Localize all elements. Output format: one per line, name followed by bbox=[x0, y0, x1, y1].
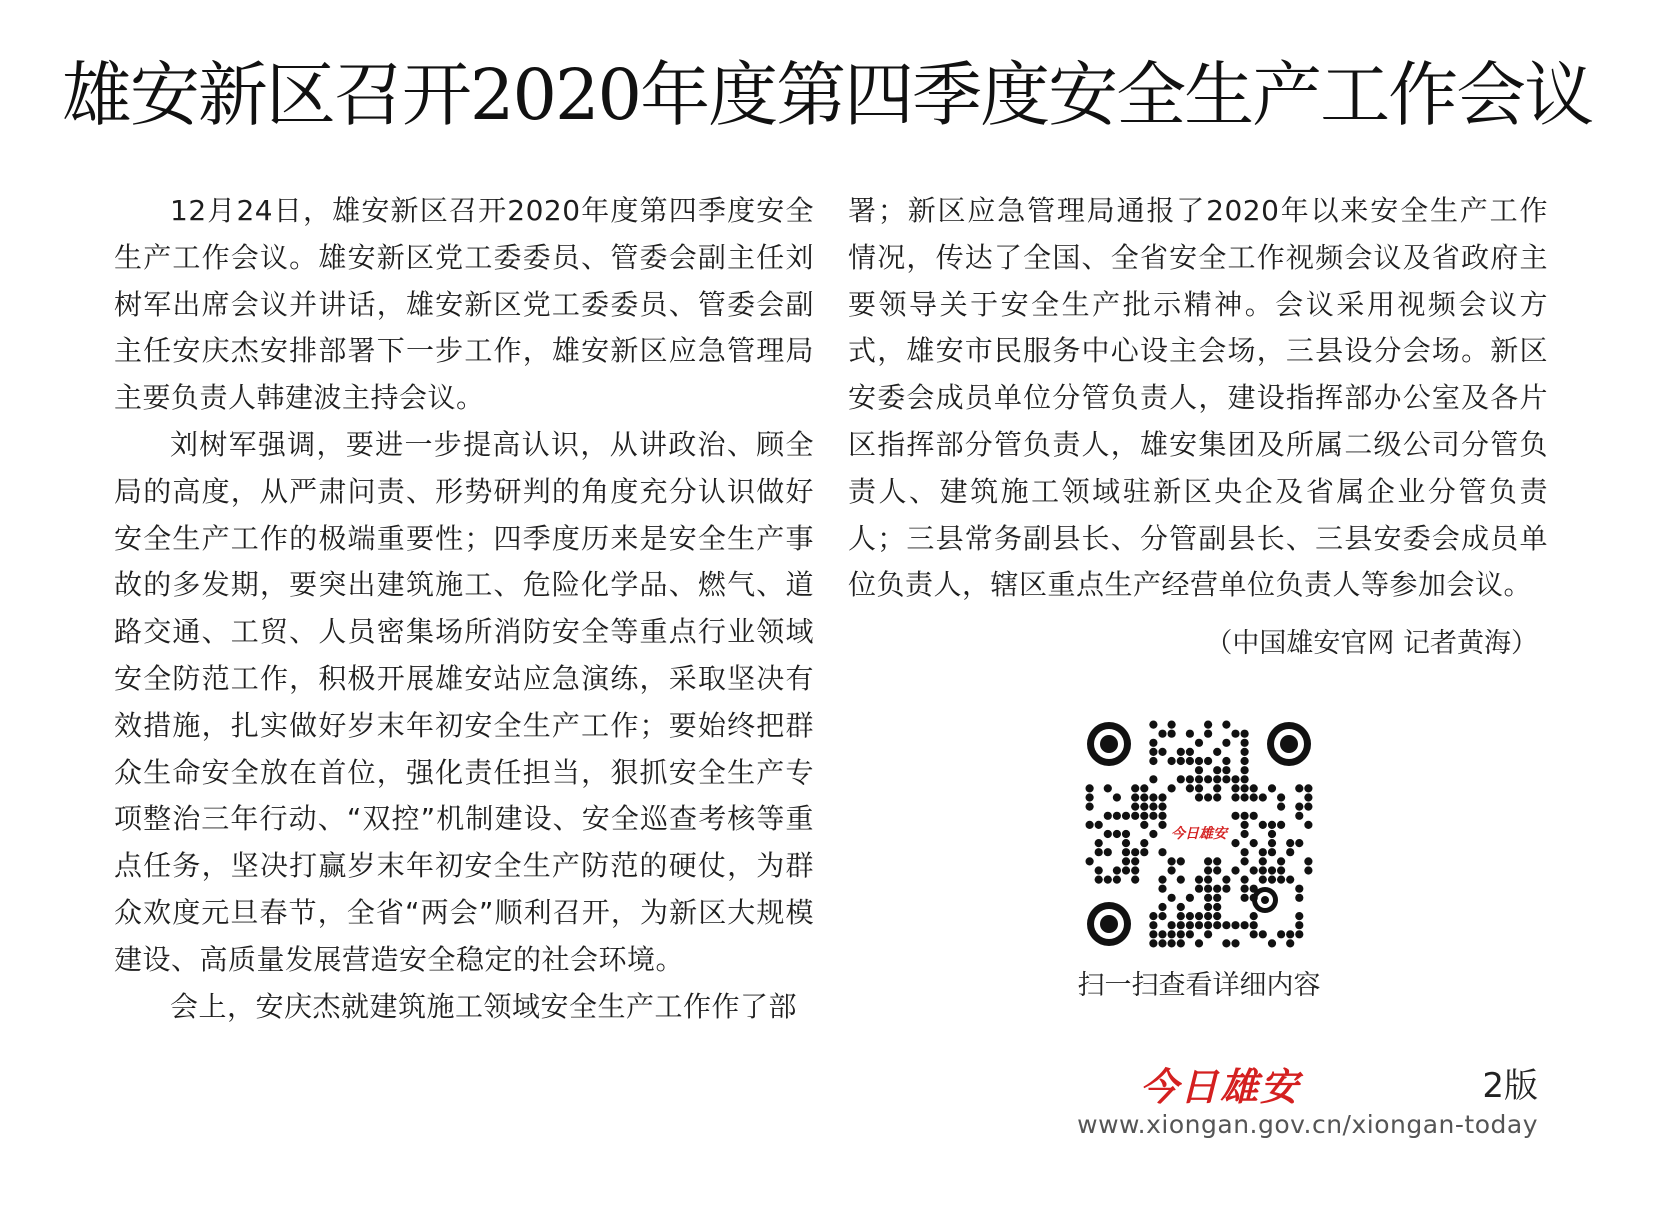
qr-dot bbox=[1204, 730, 1212, 738]
qr-dot bbox=[1286, 939, 1294, 947]
qr-dot bbox=[1177, 857, 1185, 865]
qr-dot bbox=[1204, 912, 1212, 920]
qr-caption: 扫一扫查看详细内容 bbox=[1077, 970, 1321, 1001]
qr-dot bbox=[1295, 885, 1303, 893]
qr-dot bbox=[1304, 803, 1312, 811]
qr-dot bbox=[1231, 730, 1239, 738]
qr-dot bbox=[1204, 757, 1212, 765]
qr-dot bbox=[1095, 848, 1103, 856]
qr-dot bbox=[1231, 775, 1239, 783]
qr-dot bbox=[1213, 857, 1221, 865]
qr-dot bbox=[1168, 784, 1176, 792]
qr-dot bbox=[1168, 894, 1176, 902]
qr-code-image bbox=[1085, 720, 1313, 948]
qr-dot bbox=[1177, 775, 1185, 783]
qr-dot bbox=[1113, 876, 1121, 884]
qr-dot bbox=[1140, 803, 1148, 811]
qr-dot bbox=[1186, 894, 1194, 902]
qr-dot bbox=[1131, 866, 1139, 874]
qr-dot bbox=[1241, 812, 1249, 820]
qr-dot bbox=[1250, 839, 1258, 847]
qr-dot bbox=[1231, 793, 1239, 801]
article-title: 雄安新区召开2020年度第四季度安全生产工作会议 bbox=[61, 54, 1593, 136]
paragraph-continued: 署；新区应急管理局通报了2020年以来安全生产工作情况，传达了全国、全省安全工作视频会议及省政府主要领导关于安全生产批示精神。会议采用视频会议方式，雄安市民服务中心设主会场，三县设分会场。新区安委会成员单位分管负责人，建设指挥部办公室及各片区指挥部分管负责人，雄安集团及所属二级公司分管负责人、建筑施工领域驻新区央企及省属企业分管负责人；三县常务副县长、分管副县长、三县安委会成员单位负责人，辖区重点生产经营单位负责人等参加会议。 bbox=[848, 194, 1548, 602]
qr-dot bbox=[1149, 912, 1157, 920]
qr-dot bbox=[1241, 885, 1249, 893]
qr-dot bbox=[1177, 930, 1185, 938]
qr-dot bbox=[1295, 930, 1303, 938]
qr-dot bbox=[1241, 766, 1249, 774]
qr-dot bbox=[1177, 921, 1185, 929]
qr-dot bbox=[1177, 757, 1185, 765]
qr-dot bbox=[1241, 793, 1249, 801]
qr-dot bbox=[1131, 857, 1139, 865]
qr-dot bbox=[1158, 903, 1166, 911]
qr-dot bbox=[1168, 730, 1176, 738]
qr-dot bbox=[1231, 939, 1239, 947]
qr-dot bbox=[1204, 793, 1212, 801]
qr-dot bbox=[1222, 766, 1230, 774]
qr-dot bbox=[1122, 839, 1130, 847]
qr-dot bbox=[1250, 894, 1258, 902]
qr-dot bbox=[1131, 876, 1139, 884]
qr-dot bbox=[1241, 748, 1249, 756]
qr-dot bbox=[1195, 921, 1203, 929]
qr-dot bbox=[1149, 830, 1157, 838]
qr-dot bbox=[1213, 775, 1221, 783]
qr-dot bbox=[1250, 784, 1258, 792]
qr-dot bbox=[1158, 748, 1166, 756]
qr-dot bbox=[1304, 866, 1312, 874]
qr-dot bbox=[1259, 848, 1267, 856]
qr-dot bbox=[1268, 839, 1276, 847]
qr-dot bbox=[1250, 812, 1258, 820]
qr-dot bbox=[1158, 912, 1166, 920]
qr-dot bbox=[1295, 839, 1303, 847]
qr-dot bbox=[1095, 839, 1103, 847]
qr-dot bbox=[1268, 939, 1276, 947]
qr-dot bbox=[1158, 730, 1166, 738]
qr-dot bbox=[1131, 812, 1139, 820]
qr-finder-top-right bbox=[1267, 722, 1311, 766]
qr-dot bbox=[1140, 821, 1148, 829]
qr-dot bbox=[1241, 848, 1249, 856]
qr-dot bbox=[1195, 739, 1203, 747]
qr-dot bbox=[1186, 912, 1194, 920]
qr-dot bbox=[1131, 784, 1139, 792]
qr-dot bbox=[1286, 839, 1294, 847]
qr-dot bbox=[1149, 939, 1157, 947]
qr-dot bbox=[1204, 894, 1212, 902]
qr-dot bbox=[1177, 876, 1185, 884]
qr-dot bbox=[1277, 930, 1285, 938]
qr-dot bbox=[1113, 812, 1121, 820]
qr-dot bbox=[1177, 939, 1185, 947]
qr-logo-text: 今日雄安 bbox=[1171, 826, 1227, 842]
qr-dot bbox=[1122, 848, 1130, 856]
qr-dot bbox=[1213, 784, 1221, 792]
qr-dot bbox=[1149, 812, 1157, 820]
qr-dot bbox=[1149, 748, 1157, 756]
qr-dot bbox=[1241, 757, 1249, 765]
qr-dot bbox=[1241, 830, 1249, 838]
qr-dot bbox=[1195, 793, 1203, 801]
qr-dot bbox=[1195, 757, 1203, 765]
qr-dot bbox=[1168, 721, 1176, 729]
qr-dot bbox=[1241, 894, 1249, 902]
qr-dot bbox=[1286, 848, 1294, 856]
qr-dot bbox=[1241, 775, 1249, 783]
qr-dot bbox=[1222, 739, 1230, 747]
qr-dot bbox=[1149, 721, 1157, 729]
qr-dot bbox=[1268, 821, 1276, 829]
qr-dot bbox=[1158, 821, 1166, 829]
qr-dot bbox=[1158, 876, 1166, 884]
qr-dot bbox=[1186, 748, 1194, 756]
qr-dot bbox=[1259, 821, 1267, 829]
qr-dot bbox=[1122, 857, 1130, 865]
qr-dot bbox=[1222, 939, 1230, 947]
qr-dot bbox=[1149, 739, 1157, 747]
qr-dot bbox=[1277, 866, 1285, 874]
qr-dot bbox=[1158, 793, 1166, 801]
qr-dot bbox=[1259, 876, 1267, 884]
qr-dot bbox=[1286, 876, 1294, 884]
qr-dot bbox=[1113, 793, 1121, 801]
qr-dot bbox=[1168, 921, 1176, 929]
qr-dot bbox=[1086, 793, 1094, 801]
qr-dot bbox=[1168, 939, 1176, 947]
brand-logo bbox=[1140, 1060, 1340, 1114]
qr-dot bbox=[1277, 821, 1285, 829]
qr-dot bbox=[1158, 885, 1166, 893]
qr-dot bbox=[1250, 930, 1258, 938]
qr-dot bbox=[1149, 775, 1157, 783]
qr-dot bbox=[1158, 939, 1166, 947]
qr-dot bbox=[1122, 830, 1130, 838]
qr-dot bbox=[1241, 921, 1249, 929]
qr-dot bbox=[1277, 793, 1285, 801]
paragraph: 刘树军强调，要进一步提高认识，从讲政治、顾全局的高度，从严肃问责、形势研判的角度充分认识做好安全生产工作的极端重要性；四季度历来是安全生产事故的多发期，要突出建筑施工、危险化学品、燃气、道路交通、工贸、人员密集场所消防安全等重点行业领域安全防范工作，积极开展雄安站应急演练，采取坚决有效措施，扎实做好岁末年初安全生产工作；要始终把群众生命安全放在首位，强化责任担当，狠抓安全生产专项整治三年行动、“双控”机制建设、安全巡查考核等重点任务，坚决打赢岁末年初安全生产防范的硬仗，为群众欢度元旦春节，全省“两会”顺利召开，为新区大规模建设、高质量发展营造安全稳定的社会环境。 bbox=[114, 427, 814, 976]
qr-dot bbox=[1304, 784, 1312, 792]
qr-dot bbox=[1231, 866, 1239, 874]
qr-dot bbox=[1149, 793, 1157, 801]
qr-dot bbox=[1113, 866, 1121, 874]
qr-dot bbox=[1086, 821, 1094, 829]
qr-dot bbox=[1177, 748, 1185, 756]
qr-dot bbox=[1149, 803, 1157, 811]
qr-dot bbox=[1131, 848, 1139, 856]
qr-dot bbox=[1204, 885, 1212, 893]
qr-dot bbox=[1277, 876, 1285, 884]
edition-label: 2版 bbox=[1482, 1066, 1538, 1106]
qr-dot bbox=[1213, 885, 1221, 893]
qr-dot bbox=[1268, 830, 1276, 838]
qr-dot bbox=[1222, 775, 1230, 783]
qr-dot bbox=[1295, 803, 1303, 811]
qr-dot bbox=[1195, 766, 1203, 774]
qr-dot bbox=[1086, 784, 1094, 792]
qr-dot bbox=[1231, 812, 1239, 820]
qr-dot bbox=[1250, 885, 1258, 893]
qr-dot bbox=[1158, 812, 1166, 820]
qr-code[interactable] bbox=[1085, 720, 1313, 948]
qr-dot bbox=[1186, 930, 1194, 938]
qr-dot bbox=[1140, 812, 1148, 820]
qr-dot bbox=[1213, 793, 1221, 801]
qr-dot bbox=[1104, 876, 1112, 884]
qr-dot bbox=[1104, 784, 1112, 792]
qr-dot bbox=[1168, 757, 1176, 765]
qr-dot bbox=[1140, 848, 1148, 856]
qr-dot bbox=[1241, 730, 1249, 738]
qr-dot bbox=[1204, 930, 1212, 938]
qr-dot bbox=[1186, 921, 1194, 929]
qr-dot bbox=[1213, 766, 1221, 774]
qr-dot bbox=[1231, 921, 1239, 929]
qr-dot bbox=[1277, 857, 1285, 865]
qr-dot bbox=[1250, 921, 1258, 929]
qr-dot bbox=[1241, 857, 1249, 865]
qr-dot bbox=[1268, 848, 1276, 856]
qr-dot bbox=[1095, 866, 1103, 874]
qr-dot bbox=[1195, 775, 1203, 783]
qr-dot bbox=[1113, 830, 1121, 838]
qr-dot bbox=[1186, 784, 1194, 792]
qr-finder-top-left bbox=[1087, 722, 1131, 766]
qr-dot bbox=[1195, 784, 1203, 792]
qr-dot bbox=[1222, 757, 1230, 765]
qr-dot bbox=[1286, 930, 1294, 938]
qr-dot bbox=[1213, 921, 1221, 929]
qr-dot bbox=[1195, 939, 1203, 947]
qr-dot bbox=[1122, 812, 1130, 820]
qr-dot bbox=[1277, 803, 1285, 811]
qr-dot bbox=[1213, 903, 1221, 911]
qr-dot bbox=[1213, 748, 1221, 756]
qr-dot bbox=[1177, 903, 1185, 911]
qr-dot bbox=[1122, 866, 1130, 874]
qr-dot bbox=[1231, 839, 1239, 847]
qr-dot bbox=[1241, 821, 1249, 829]
qr-finder-bottom-left bbox=[1087, 902, 1131, 946]
qr-dot bbox=[1104, 830, 1112, 838]
qr-dot bbox=[1204, 876, 1212, 884]
qr-dot bbox=[1140, 793, 1148, 801]
qr-dot bbox=[1131, 803, 1139, 811]
qr-dot bbox=[1158, 803, 1166, 811]
qr-dot bbox=[1186, 775, 1194, 783]
qr-dot bbox=[1158, 848, 1166, 856]
qr-dot bbox=[1149, 930, 1157, 938]
qr-dot bbox=[1204, 721, 1212, 729]
qr-dot bbox=[1222, 921, 1230, 929]
qr-dot bbox=[1158, 930, 1166, 938]
qr-dot bbox=[1222, 885, 1230, 893]
qr-dot bbox=[1204, 775, 1212, 783]
qr-dot bbox=[1304, 821, 1312, 829]
article-right-column bbox=[848, 188, 1548, 609]
qr-dot bbox=[1250, 793, 1258, 801]
qr-dot bbox=[1222, 721, 1230, 729]
qr-dot bbox=[1195, 876, 1203, 884]
qr-dot bbox=[1204, 866, 1212, 874]
qr-dot bbox=[1195, 885, 1203, 893]
qr-dot bbox=[1259, 930, 1267, 938]
paragraph: 会上，安庆杰就建筑施工领域安全生产工作作了部 bbox=[170, 989, 798, 1023]
qr-dot bbox=[1295, 784, 1303, 792]
qr-dot bbox=[1095, 821, 1103, 829]
qr-dot bbox=[1295, 812, 1303, 820]
qr-dot bbox=[1086, 803, 1094, 811]
qr-dot bbox=[1304, 793, 1312, 801]
qr-dot bbox=[1241, 876, 1249, 884]
qr-dot bbox=[1213, 912, 1221, 920]
qr-dot bbox=[1104, 812, 1112, 820]
qr-dot bbox=[1295, 921, 1303, 929]
qr-dot bbox=[1204, 921, 1212, 929]
qr-dot bbox=[1149, 921, 1157, 929]
brand-logo-text: 今日雄安 bbox=[1140, 1064, 1301, 1109]
qr-dot bbox=[1250, 912, 1258, 920]
qr-dot bbox=[1304, 857, 1312, 865]
qr-dot bbox=[1241, 784, 1249, 792]
qr-dot bbox=[1140, 839, 1148, 847]
qr-dot bbox=[1213, 866, 1221, 874]
qr-dot bbox=[1086, 857, 1094, 865]
qr-dot bbox=[1295, 912, 1303, 920]
paragraph: 12月24日，雄安新区召开2020年度第四季度安全生产工作会议。雄安新区党工委委员、管委会副主任刘树军出席会议并讲话，雄安新区党工委委员、管委会副主任安庆杰安排部署下一步工作，雄安新区应急管理局主要负责人韩建波主持会议。 bbox=[114, 194, 814, 415]
qr-dot bbox=[1222, 876, 1230, 884]
qr-dot bbox=[1295, 894, 1303, 902]
article-left-column bbox=[114, 188, 814, 1030]
qr-dot bbox=[1168, 857, 1176, 865]
qr-dot bbox=[1213, 894, 1221, 902]
qr-dot bbox=[1250, 866, 1258, 874]
qr-dot bbox=[1195, 912, 1203, 920]
qr-dot bbox=[1241, 739, 1249, 747]
qr-dot bbox=[1095, 876, 1103, 884]
qr-dot bbox=[1177, 912, 1185, 920]
qr-dot bbox=[1204, 903, 1212, 911]
qr-dot bbox=[1259, 866, 1267, 874]
qr-dot bbox=[1268, 866, 1276, 874]
qr-dot bbox=[1204, 857, 1212, 865]
qr-dot bbox=[1231, 784, 1239, 792]
qr-dot bbox=[1259, 793, 1267, 801]
qr-dot bbox=[1186, 730, 1194, 738]
author-credit: （中国雄安官网 记者黄海） bbox=[1205, 628, 1538, 659]
qr-dot bbox=[1104, 848, 1112, 856]
qr-dot bbox=[1186, 757, 1194, 765]
qr-dot bbox=[1268, 784, 1276, 792]
qr-dot bbox=[1168, 930, 1176, 938]
qr-dot bbox=[1259, 857, 1267, 865]
qr-dot bbox=[1168, 866, 1176, 874]
qr-dot bbox=[1149, 757, 1157, 765]
site-url[interactable]: www.xiongan.gov.cn/xiongan-today bbox=[1077, 1110, 1538, 1139]
qr-dot bbox=[1140, 784, 1148, 792]
qr-dot bbox=[1131, 793, 1139, 801]
qr-dot bbox=[1268, 876, 1276, 884]
